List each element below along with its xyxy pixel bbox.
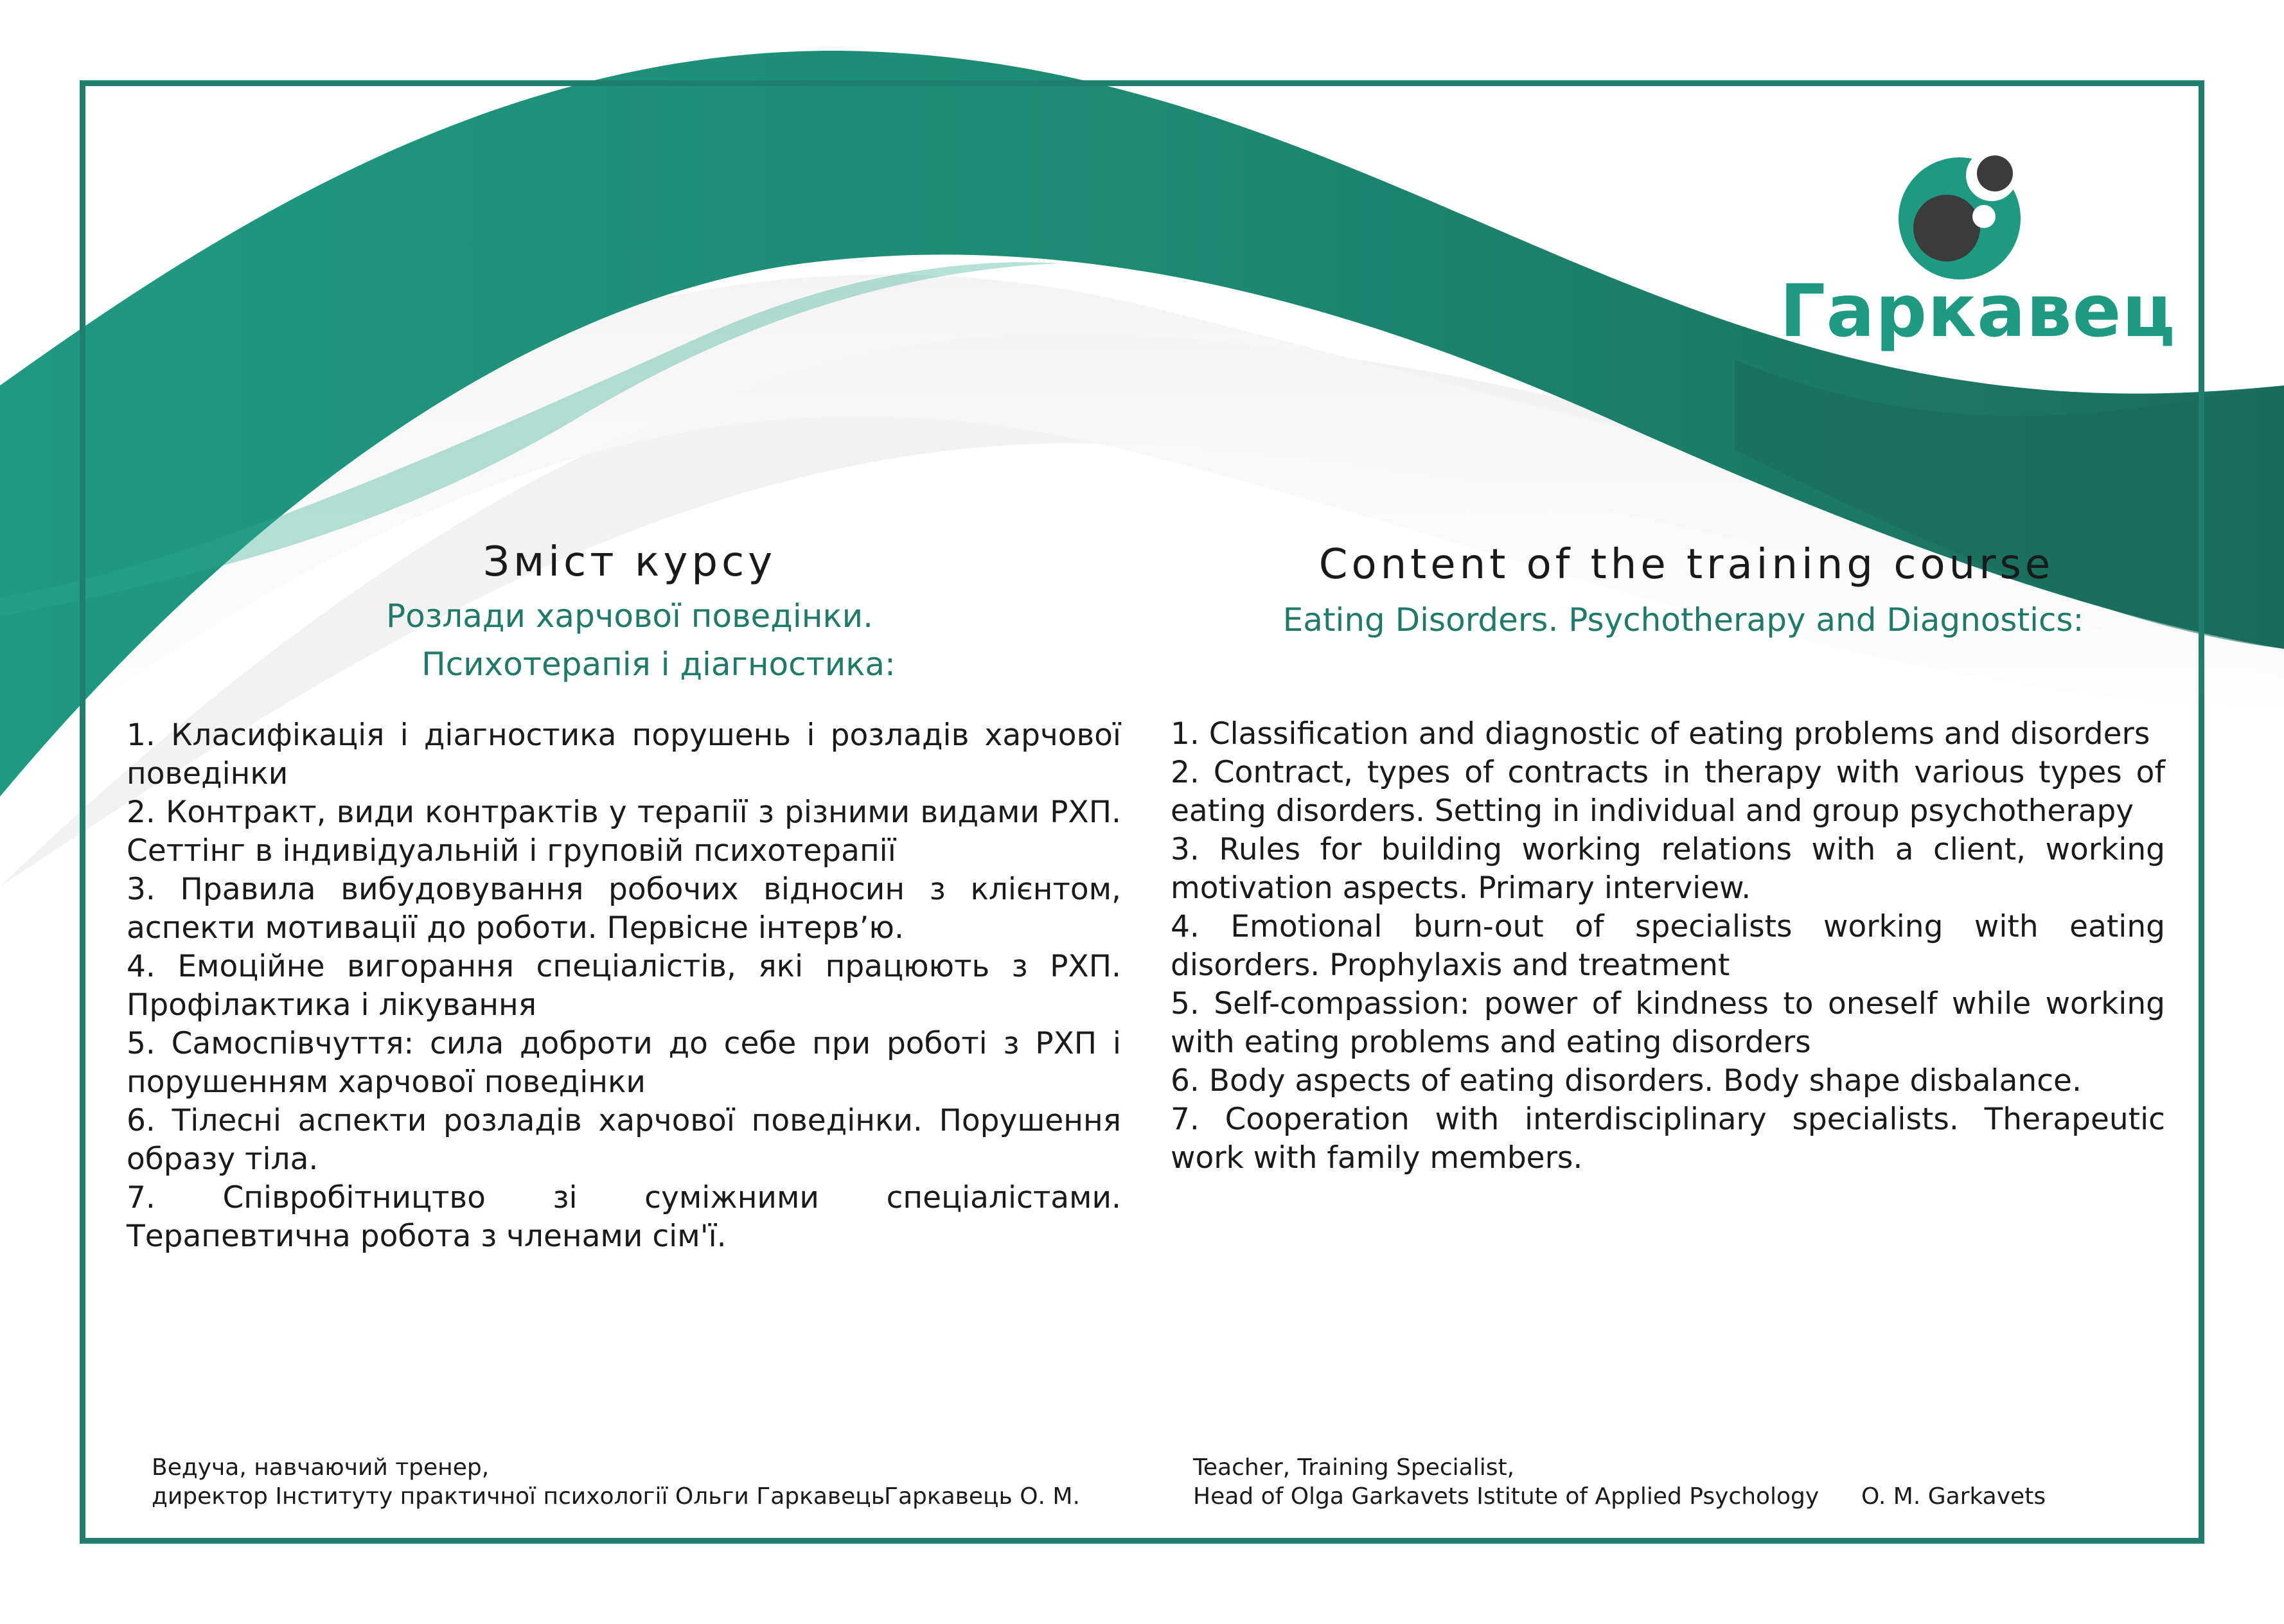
logo-wordmark: Гаркавец [1780,270,2176,353]
list-item: 1. Класифікація і діагностика порушень і розладів харчової поведінки [127,718,1121,791]
list-item: 4. Emotional burn-out of specialists working with eating disorders. Prophylaxis and treatment [1171,909,2165,983]
left-signature [152,1453,1115,1517]
right-course-list [1171,715,2165,1178]
list-item: 2. Contract, types of contracts in therapy with various types of eating disorders. Setting in individual and group psychotherapy [1171,755,2165,829]
left-signature-role: Ведуча, навчаючий тренер, [152,1454,490,1481]
left-course-list [127,716,1121,1256]
list-item: 6. Body aspects of eating disorders. Body shape disbalance. [1171,1063,2082,1099]
list-item: 7. Cooperation with interdisciplinary specialists. Therapeutic work with family members. [1171,1102,2165,1176]
right-signature-name: O. M. Garkavets [1861,1483,2046,1510]
left-subtitle-line1: Розлади харчової поведінки. [385,597,874,635]
left-signature-position: директор Інституту практичної психології Ольги Гаркавець [152,1483,885,1510]
list-item: 6. Тілесні аспекти розладів харчової поведінки. Порушення образу тіла. [127,1103,1121,1177]
list-item: 5. Self-compassion: power of kindness to oneself while working with eating problems and eating disorders [1171,986,2165,1060]
right-title: Content of the training course [1318,541,2055,588]
left-title: Зміст курсу [482,538,777,586]
right-signature-role: Teacher, Training Specialist, [1193,1454,1515,1481]
list-item: 2. Контракт, види контрактів у терапії з різними видами РХП. Сеттінг в індивідуальній і груповій психотерапії [127,795,1121,869]
right-signature [1193,1453,2157,1517]
left-subtitle-line2: Психотерапія і діагностика: [421,646,896,683]
left-signature-name: Гаркавець О. М. [884,1483,1080,1510]
brand-logo [1780,145,2176,353]
list-item: 7. Співробітництво зі суміжними спеціалістами. Терапевтична робота з членами сім'ї. [127,1180,1121,1254]
list-item: 3. Rules for building working relations with a client, working motivation aspects. Primary interview. [1171,832,2165,906]
list-item: 5. Самоспівчуття: сила доброти до себе при роботі з РХП і порушенням харчової поведінки [127,1026,1121,1100]
right-subtitle: Eating Disorders. Psychotherapy and Diagnostics: [1282,601,2084,639]
list-item: 1. Classification and diagnostic of eating problems and disorders [1171,716,2150,752]
list-item: 3. Правила вибудовування робочих відносин з клієнтом, аспекти мотивації до роботи. Первісне інтерв’ю. [127,872,1121,946]
list-item: 4. Емоційне вигорання спеціалістів, які працюють з РХП. Профілактика і лікування [127,949,1121,1023]
right-signature-position: Head of Olga Garkavets Istitute of Applied Psychology [1193,1483,1819,1510]
